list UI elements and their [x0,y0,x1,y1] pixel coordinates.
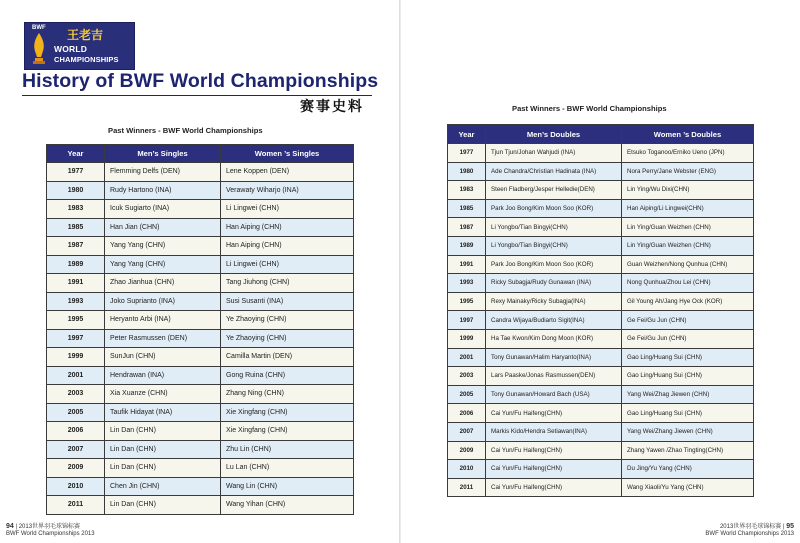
mens-cell: Yang Yang (CHN) [105,255,221,274]
womens-cell: Lene Koppen (DEN) [221,163,354,182]
table-row [448,144,754,163]
header-mens-doubles: Men’s Doubles [486,125,622,144]
mens-cell: Icuk Sugiarto (INA) [105,200,221,219]
year-cell: 2006 [47,422,105,441]
mens-cell: Yang Yang (CHN) [105,237,221,256]
womens-cell: Guan Weizhen/Nong Qunhua (CHN) [622,255,754,274]
womens-cell: Lin Ying/Guan Weizhen (CHN) [622,236,754,255]
table-row [448,460,754,479]
womens-cell: Ye Zhaoying (CHN) [221,329,354,348]
womens-cell: Gao Ling/Huang Sui (CHN) [622,367,754,386]
womens-cell: Gong Ruina (CHN) [221,366,354,385]
mens-cell: Lin Dan (CHN) [105,422,221,441]
table-row [448,181,754,200]
womens-cell: Xie Xingfang (CHN) [221,403,354,422]
table-row [47,348,354,367]
footer-left: 94 | 2013世界羽毛球锦标赛 BWF World Championships 2013 [6,523,95,537]
footer-chinese-text: 2013世界羽毛球锦标赛 [719,524,782,530]
womens-cell: Zhu Lin (CHN) [221,440,354,459]
header-womens-singles: Women ’s Singles [221,145,354,163]
year-cell: 1999 [448,329,486,348]
year-cell: 1987 [448,218,486,237]
mens-cell: Ade Chandra/Christian Hadinata (INA) [486,162,622,181]
table-row [47,440,354,459]
mens-cell: Joko Suprianto (INA) [105,292,221,311]
table-row [47,181,354,200]
singles-table-caption: Past Winners - BWF World Championships [108,126,263,135]
year-cell: 2007 [448,422,486,441]
footer-chinese-text: 2013世界羽毛球锦标赛 [18,524,81,530]
table-row [448,404,754,423]
year-cell: 1995 [448,292,486,311]
table-row [448,329,754,348]
womens-cell: Gao Ling/Huang Sui (CHN) [622,348,754,367]
mens-cell: Tjun Tjun/Johan Wahjudi (INA) [486,144,622,163]
year-cell: 2003 [448,367,486,386]
year-cell: 1983 [47,200,105,219]
womens-cell: Wang Xiaoli/Yu Yang (CHN) [622,478,754,497]
year-cell: 2010 [448,460,486,479]
womens-cell: Zhang Ning (CHN) [221,385,354,404]
womens-cell: Han Aiping (CHN) [221,237,354,256]
mens-cell: Li Yongbo/Tian Bingyi(CHN) [486,218,622,237]
right-page [401,0,800,543]
year-cell: 1980 [448,162,486,181]
womens-cell: Du Jing/Yu Yang (CHN) [622,460,754,479]
table-row [47,237,354,256]
year-cell: 2003 [47,385,105,404]
mens-cell: Lin Dan (CHN) [105,496,221,515]
year-cell: 1995 [47,311,105,330]
table-header-row [448,125,754,144]
table-row [47,163,354,182]
womens-cell: Ge Fei/Gu Jun (CHN) [622,329,754,348]
table-row [448,478,754,497]
mens-cell: Lin Dan (CHN) [105,459,221,478]
mens-cell: SunJun (CHN) [105,348,221,367]
womens-cell: Yang Wei/Zhang Jiewen (CHN) [622,422,754,441]
mens-cell: Rudy Hartono (INA) [105,181,221,200]
year-cell: 2001 [448,348,486,367]
womens-cell: Li Lingwei (CHN) [221,200,354,219]
mens-cell: Tony Gunawan/Howard Bach (USA) [486,385,622,404]
table-row [47,274,354,293]
year-cell: 2005 [47,403,105,422]
womens-cell: Yang Wei/Zhag Jiewen (CHN) [622,385,754,404]
womens-cell: Ge Fei/Gu Jun (CHN) [622,311,754,330]
table-row [448,162,754,181]
trophy-icon [29,29,49,65]
year-cell: 1991 [47,274,105,293]
womens-cell: Lin Ying/Wu Dixi(CHN) [622,181,754,200]
table-row [448,367,754,386]
table-row [47,496,354,515]
table-row [448,236,754,255]
mens-cell: Han Jian (CHN) [105,218,221,237]
table-row [47,459,354,478]
womens-cell: Camilla Martin (DEN) [221,348,354,367]
table-row [47,422,354,441]
doubles-table-caption: Past Winners - BWF World Championships [512,104,667,113]
womens-cell: Xie Xingfang (CHN) [221,422,354,441]
year-cell: 1985 [448,199,486,218]
year-cell: 2009 [47,459,105,478]
footer-event-name: BWF World Championships 2013 [6,531,95,537]
mens-cell: Chen Jin (CHN) [105,477,221,496]
logo-line-2: CHAMPIONSHIPS [54,55,119,64]
year-cell: 1989 [448,236,486,255]
mens-cell: Lars Paaske/Jonas Rasmussen(DEN) [486,367,622,386]
footer-event-name: BWF World Championships 2013 [705,531,794,537]
year-cell: 1993 [448,274,486,293]
mens-cell: Rexy Mainaky/Ricky Subagja(INA) [486,292,622,311]
chinese-subtitle: 赛事史料 [300,99,364,115]
mens-cell: Tony Gunawan/Halim Haryanto(INA) [486,348,622,367]
header-year: Year [448,125,486,144]
table-row [448,292,754,311]
table-row [47,329,354,348]
table-row [47,200,354,219]
womens-cell: Etsuko Toganoo/Erniko Ueno (JPN) [622,144,754,163]
table-row [448,311,754,330]
mens-cell: Ricky Subagja/Rudy Gunawan (INA) [486,274,622,293]
table-row [448,385,754,404]
mens-cell: Zhao Jianhua (CHN) [105,274,221,293]
womens-cell: Nora Perry/Jane Webster (ENG) [622,162,754,181]
mens-cell: Hendrawan (INA) [105,366,221,385]
mens-cell: Steen Fladberg/Jesper Helledie(DEN) [486,181,622,200]
year-cell: 1980 [47,181,105,200]
year-cell: 1999 [47,348,105,367]
year-cell: 2006 [448,404,486,423]
table-header-row [47,145,354,163]
year-cell: 1989 [47,255,105,274]
mens-cell: Lin Dan (CHN) [105,440,221,459]
year-cell: 2001 [47,366,105,385]
womens-cell: Susi Susanti (INA) [221,292,354,311]
year-cell: 1983 [448,181,486,200]
mens-cell: Markis Kido/Hendra Setiawan(INA) [486,422,622,441]
table-row [47,403,354,422]
year-cell: 1993 [47,292,105,311]
table-row [47,311,354,330]
table-row [448,199,754,218]
mens-cell: Cai Yun/Fu Haifeng(CHN) [486,404,622,423]
year-cell: 1991 [448,255,486,274]
mens-cell: Park Joo Bong/Kim Moon Soo (KOR) [486,255,622,274]
footer-right: 2013世界羽毛球锦标赛 | 95 BWF World Championships 2013 [705,523,794,537]
mens-cell: Park Joo Bong/Kim Moon Soo (KOR) [486,199,622,218]
table-row [448,348,754,367]
mens-cell: Li Yongbo/Tian Bingyi(CHN) [486,236,622,255]
logo-chinese-text: 王老吉 [67,28,104,42]
table-row [47,385,354,404]
header-mens-singles: Men’s Singles [105,145,221,163]
womens-cell: Lu Lan (CHN) [221,459,354,478]
year-cell: 1987 [47,237,105,256]
table-row [47,366,354,385]
womens-cell: Lin Ying/Guan Weizhen (CHN) [622,218,754,237]
table-row [448,441,754,460]
logo-bwf-text: BWF [32,25,46,31]
womens-cell: Ye Zhaoying (CHN) [221,311,354,330]
table-row [47,255,354,274]
table-row [448,422,754,441]
year-cell: 2010 [47,477,105,496]
logo-line-1: WORLD [54,44,88,54]
mens-cell: Cai Yun/Fu Haifeng(CHN) [486,441,622,460]
year-cell: 1997 [47,329,105,348]
table-row [448,255,754,274]
table-row [448,274,754,293]
bwf-world-championships-logo [24,22,135,70]
table-row [448,218,754,237]
year-cell: 2009 [448,441,486,460]
table-row [47,477,354,496]
singles-winners-table [46,144,354,515]
womens-cell: Zhang Yawen /Zhao Tingting(CHN) [622,441,754,460]
page-title: History of BWF World Championships [22,70,379,92]
womens-cell: Wang Lin (CHN) [221,477,354,496]
year-cell: 2011 [448,478,486,497]
mens-cell: Flemming Delfs (DEN) [105,163,221,182]
year-cell: 1977 [448,144,486,163]
header-womens-doubles: Women ’s Doubles [622,125,754,144]
mens-cell: Cai Yun/Fu Haifeng(CHN) [486,460,622,479]
year-cell: 2005 [448,385,486,404]
womens-cell: Wang Yihan (CHN) [221,496,354,515]
womens-cell: Han Aiping (CHN) [221,218,354,237]
womens-cell: Tang Jiuhong (CHN) [221,274,354,293]
womens-cell: Li Lingwei (CHN) [221,255,354,274]
year-cell: 2007 [47,440,105,459]
mens-cell: Taufik Hidayat (INA) [105,403,221,422]
page-number: 94 [6,523,14,530]
mens-cell: Peter Rasmussen (DEN) [105,329,221,348]
year-cell: 1985 [47,218,105,237]
womens-cell: Nong Qunhua/Zhou Lei (CHN) [622,274,754,293]
womens-cell: Han Aiping/Li Lingwei(CHN) [622,199,754,218]
year-cell: 1997 [448,311,486,330]
womens-cell: Verawaty Wiharjo (INA) [221,181,354,200]
womens-cell: Gao Ling/Huang Sui (CHN) [622,404,754,423]
header-year: Year [47,145,105,163]
table-row [47,292,354,311]
table-row [47,218,354,237]
mens-cell: Candra Wijaya/Budiarto Sigit(INA) [486,311,622,330]
page-number: 95 [786,523,794,530]
year-cell: 2011 [47,496,105,515]
left-page [0,0,399,543]
mens-cell: Ha Tae Kwon/Kim Dong Moon (KOR) [486,329,622,348]
mens-cell: Heryanto Arbi (INA) [105,311,221,330]
year-cell: 1977 [47,163,105,182]
womens-cell: Gil Young Ah/Jang Hye Ock (KOR) [622,292,754,311]
doubles-winners-table [447,124,754,497]
mens-cell: Cai Yun/Fu Haifeng(CHN) [486,478,622,497]
mens-cell: Xia Xuanze (CHN) [105,385,221,404]
